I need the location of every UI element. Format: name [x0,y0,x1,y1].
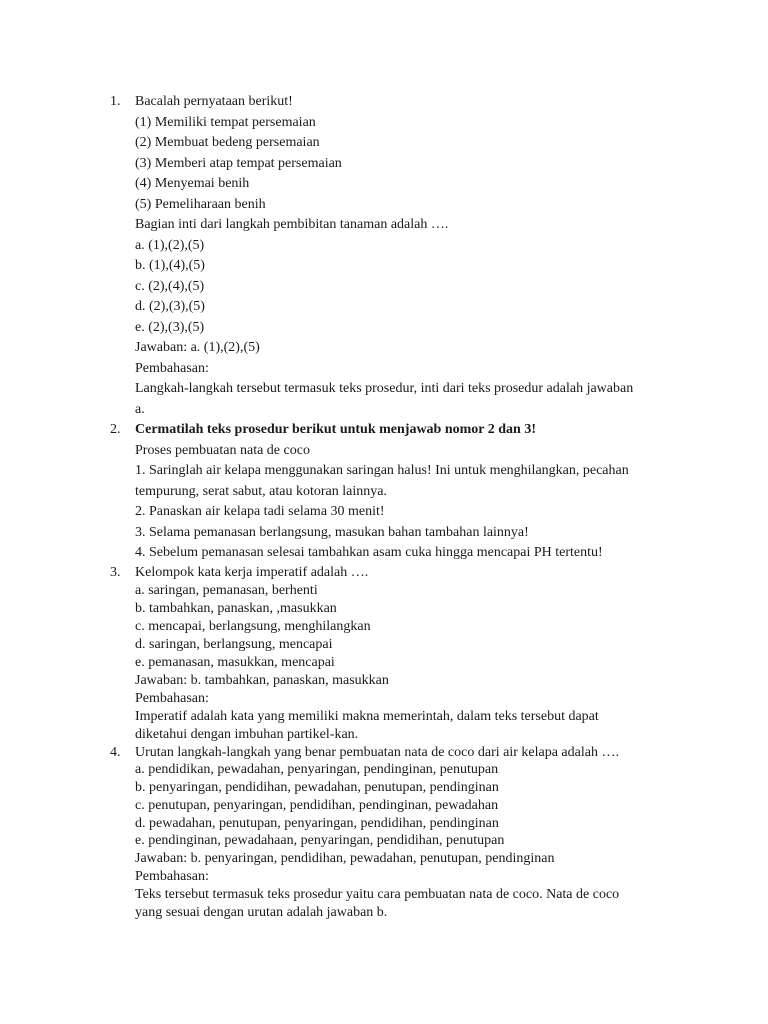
statement-item: (4) Menyemai benih [135,176,250,191]
answer-option: d. pewadahan, penutupan, penyaringan, pendidihan, pendinginan [135,815,499,831]
answer-option: a. (1),(2),(5) [135,237,205,253]
answer-option: d. saringan, berlangsung, mencapai [135,636,333,652]
question-number: 1. [110,94,121,109]
explanation-text: Imperatif adalah kata yang memiliki makna memerintah, dalam teks tersebut dapat [135,708,599,724]
question-stem: Urutan langkah-langkah yang benar pembuatan nata de coco dari air kelapa adalah …. [135,744,619,760]
question-number: 2. [110,422,121,437]
statement-item: (5) Pemeliharaan benih [135,196,266,212]
question-2 [0,420,768,564]
answer-key: Jawaban: b. tambahkan, panaskan, masukkan [135,672,389,688]
answer-key: Jawaban: b. penyaringan, pendidihan, pewadahan, penutupan, pendinginan [135,851,555,867]
question-title: Cermatilah teks prosedur berikut untuk menjawab nomor 2 dan 3! [135,422,536,437]
explanation-heading: Pembahasan: [135,360,209,376]
question-1 [0,92,768,420]
explanation-text: Langkah-langkah tersebut termasuk teks prosedur, inti dari teks prosedur adalah jawaban [135,381,634,396]
question-stem: Bagian inti dari langkah pembibitan tanaman adalah …. [135,217,449,232]
question-prompt: Bacalah pernyataan berikut! [135,94,293,109]
statement-item: (3) Memberi atap tempat persemaian [135,155,342,171]
question-3 [0,564,768,744]
answer-option: c. penutupan, penyaringan, pendidihan, pendinginan, pewadahan [135,797,499,813]
procedure-title: Proses pembuatan nata de coco [135,442,310,458]
statement-item: (2) Membuat bedeng persemaian [135,135,320,150]
answer-option: a. pendidikan, pewadahan, penyaringan, pendinginan, penutupan [135,762,499,778]
question-stem: Kelompok kata kerja imperatif adalah …. [135,564,369,580]
answer-option: e. (2),(3),(5) [135,319,205,335]
procedure-step: 1. Saringlah air kelapa menggunakan saringan halus! Ini untuk menghilangkan, pecahan [135,463,629,478]
explanation-text: Teks tersebut termasuk teks prosedur yaitu cara pembuatan nata de coco. Nata de coco [135,886,620,902]
statement-item: (1) Memiliki tempat persemaian [135,114,316,130]
answer-option: e. pendinginan, pewadahaan, penyaringan, pendidihan, penutupan [135,833,505,849]
procedure-step: 2. Panaskan air kelapa tadi selama 30 menit! [135,504,385,519]
explanation-heading: Pembahasan: [135,690,209,706]
answer-option: c. (2),(4),(5) [135,278,205,294]
procedure-step: 3. Selama pemanasan berlangsung, masukan bahan tambahan lainnya! [135,524,529,540]
explanation-text: a. [135,401,145,417]
answer-option: a. saringan, pemanasan, berhenti [135,582,318,598]
answer-option: d. (2),(3),(5) [135,299,205,314]
procedure-step: 4. Sebelum pemanasan selesai tambahkan asam cuka hingga mencapai PH tertentu! [135,545,603,560]
explanation-text: yang sesuai dengan urutan adalah jawaban b. [135,904,388,920]
answer-option: b. (1),(4),(5) [135,258,205,273]
question-number: 4. [110,744,121,760]
answer-option: b. penyaringan, pendidihan, pewadahan, penutupan, pendinginan [135,780,499,796]
explanation-heading: Pembahasan: [135,869,209,885]
answer-option: c. mencapai, berlangsung, menghilangkan [135,618,371,634]
question-number: 3. [110,564,121,580]
answer-key: Jawaban: a. (1),(2),(5) [135,340,260,355]
explanation-text: diketahui dengan imbuhan partikel-kan. [135,726,359,742]
procedure-step: tempurung, serat sabut, atau kotoran lainnya. [135,483,387,499]
question-4 [0,744,768,922]
answer-option: e. pemanasan, masukkan, mencapai [135,654,335,670]
answer-option: b. tambahkan, panaskan, ,masukkan [135,600,337,616]
